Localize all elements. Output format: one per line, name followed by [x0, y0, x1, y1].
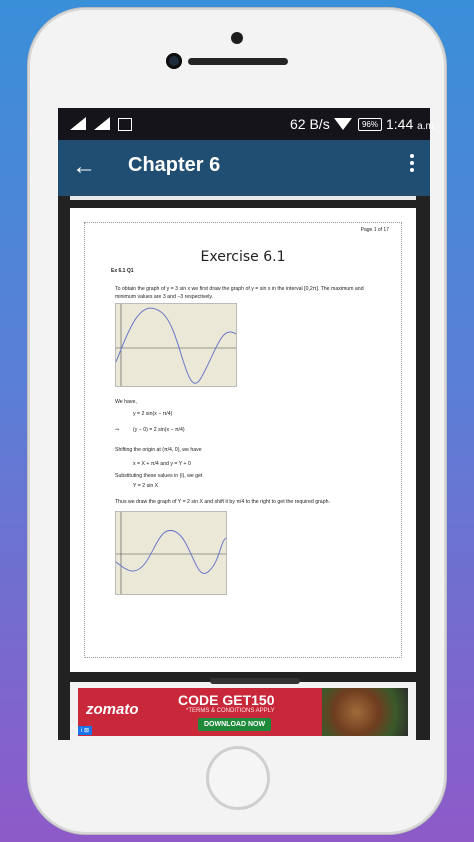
- network-speed: 62 B/s: [290, 116, 330, 132]
- implies-symbol: ⇒: [115, 427, 120, 433]
- screen: [58, 108, 437, 740]
- substitute-text: Substituting these values in (i), we get: [115, 473, 203, 479]
- clock-time: 1:44: [386, 116, 414, 132]
- ad-creative[interactable]: [78, 688, 408, 736]
- arrow-left-icon[interactable]: ←: [72, 153, 96, 180]
- ad-handle: [210, 678, 300, 684]
- status-bar: [58, 108, 437, 140]
- page-number: Page 1 of 17: [360, 227, 389, 233]
- app-bar: [58, 140, 430, 196]
- front-camera: [166, 53, 182, 69]
- we-have-text: We have,: [115, 399, 137, 405]
- ad-download-button[interactable]: DOWNLOAD NOW: [198, 718, 271, 731]
- exercise-title: Exercise 6.1: [200, 249, 286, 265]
- equation-4: Y = 2 sin X: [133, 483, 159, 489]
- shift-text: Shifting the origin at (π/4, 0), we have: [115, 447, 202, 453]
- home-button[interactable]: [206, 746, 270, 810]
- page-content: [84, 222, 402, 658]
- front-sensor: [231, 32, 243, 44]
- image-notification-icon: [118, 118, 132, 131]
- ad-brand: zomato: [86, 701, 139, 718]
- pdf-page: [70, 208, 416, 672]
- adchoices-icon[interactable]: i ⊠: [78, 726, 92, 735]
- battery-icon: 96%: [358, 118, 382, 131]
- equation-2: (y − 0) = 2 sin(x − π/4): [133, 427, 185, 433]
- sine-graph-1: [115, 303, 237, 387]
- more-vert-icon[interactable]: [410, 154, 414, 175]
- earpiece-speaker: [188, 58, 288, 65]
- phone-frame: [28, 8, 446, 834]
- ad-terms: *TERMS & CONDITIONS APPLY: [186, 708, 275, 714]
- clock-ampm: a.m.: [417, 121, 437, 132]
- question-label: Ex 6.1 Q1: [111, 268, 134, 274]
- sine-graph-2: [115, 511, 227, 595]
- previous-page-edge: [70, 196, 416, 200]
- pdf-viewer[interactable]: [58, 196, 430, 740]
- signal-icon: [70, 117, 86, 130]
- ad-food-image: [322, 688, 408, 736]
- intro-paragraph: To obtain the graph of y = 3 sin x we first draw the graph of y = sin x in the interval [0,2π]. The maximum and minimum values are 3 and −3 respectively.: [115, 286, 364, 300]
- ad-promo-code: CODE GET150: [178, 692, 275, 708]
- wifi-icon: [334, 118, 352, 130]
- page-title: Chapter 6: [128, 154, 221, 176]
- status-icons: [70, 117, 132, 130]
- equation-1: y = 2 sin(x − π/4): [133, 411, 173, 417]
- final-text: Thus we draw the graph of Y = 2 sin X and shift it by π/4 to the right to get the required graph.: [115, 499, 330, 505]
- equation-3: x = X + π/4 and y = Y + 0: [133, 461, 191, 467]
- ad-banner[interactable]: [70, 682, 416, 740]
- signal-icon-2: [94, 117, 110, 130]
- clock: [386, 116, 437, 132]
